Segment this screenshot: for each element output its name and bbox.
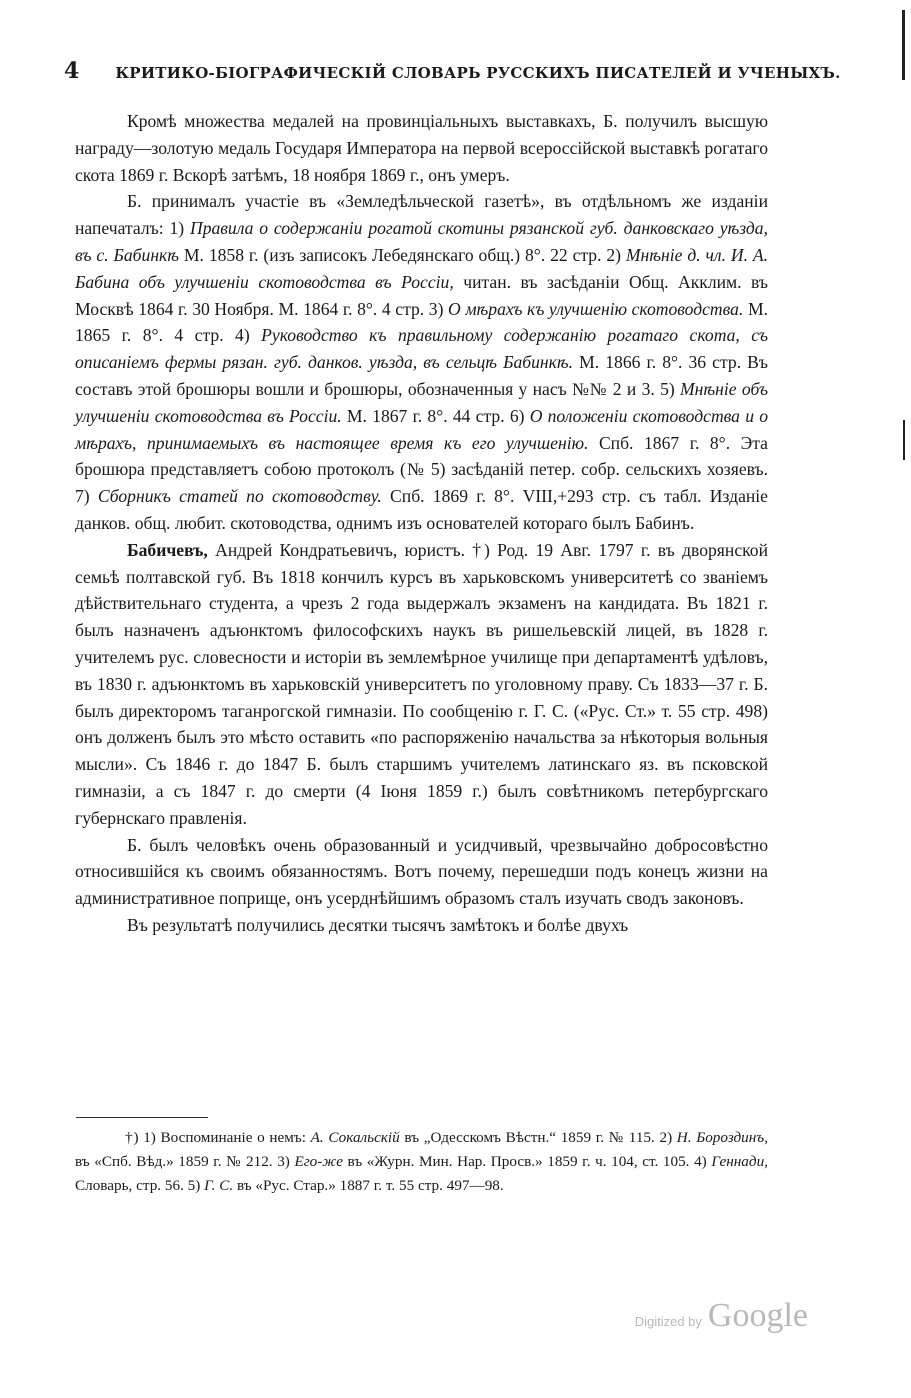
fn-text-4: въ «Журн. Мин. Нар. Просв.» 1859 г. ч. 104, ст. 105. 4) [342, 1153, 712, 1170]
fn-author-4: Геннади, [711, 1153, 768, 1170]
fn-text-3: въ «Спб. Вѣд.» 1859 г. № 212. 3) [75, 1153, 295, 1170]
fn-text-2: въ „Одесскомъ Вѣстн.“ 1859 г. № 115. 2) [399, 1129, 677, 1146]
pub-title-2: Мнѣніе д. чл. И. А. Бабина объ улучшеніи скотоводства въ Россіи, [75, 244, 768, 292]
fn-author-1: А. Сокальскій [310, 1129, 400, 1146]
fn-text-6: въ «Рус. Стар.» 1887 г. т. 55 стр. 497—98. [233, 1177, 504, 1194]
paragraph-character: Б. былъ человѣкъ очень образованный и усидчивый, чрезвычайно добросовѣстно относившійся къ своимъ обязанностямъ. Вотъ почему, перешедши подъ конецъ жизни на административное поприще, онъ усерднѣйшимъ образомъ сталъ изучать сводъ законовъ. [75, 834, 768, 909]
paragraph-results: Въ результатѣ получились десятки тысячъ замѣтокъ и болѣе двухъ [127, 914, 629, 935]
pub-title-4: Руководство къ правильному содержанію рогатаго скота, съ описаніемъ фермы рязан. губ. данков. уѣзда, въ сельцѣ Бабинкѣ. [75, 325, 768, 373]
footnote-rule [76, 1117, 208, 1118]
page-number: 4 [64, 58, 80, 84]
body-text [75, 108, 768, 939]
fn-text-1: †) 1) Воспоминаніе о немъ: [125, 1129, 311, 1146]
footnote-dagger [75, 1126, 768, 1198]
pub-text-4: М. 1865 г. 8°. 4 стр. 4) [75, 298, 768, 346]
fn-author-3: Его-же [294, 1153, 343, 1170]
fn-author-2: Н. Бороздинъ, [676, 1129, 768, 1146]
scan-edge-mark [902, 10, 905, 80]
pub-text-7: Спб. 1867 г. 8°. Эта брошюра представляетъ собою протоколъ (№ 5) засѣданій петер. собр. сельскихъ хозяевъ. 7) [75, 432, 768, 507]
pub-text-8: Спб. 1869 г. 8°. VIII,+293 стр. съ табл. Изданіе данков. общ. любит. скотоводства, однимъ изъ основателей котораго былъ Бабинъ. [75, 486, 768, 533]
fn-text-5: Словарь, стр. 56. 5) [75, 1177, 205, 1194]
pub-text-2: М. 1858 г. (изъ записокъ Лебедянскаго общ.) 8°. 22 стр. 2) [179, 244, 626, 265]
pub-title-6: О положеніи скотоводства и о мѣрахъ, принимаемыхъ въ настоящее время къ его улучшенію. [75, 405, 769, 453]
footnotes [75, 1126, 768, 1198]
entry-headword: Бабичевъ, [127, 539, 208, 560]
running-title: КРИТИКО-БІОГРАФИЧЕСКІЙ СЛОВАРЬ РУССКИХЪ ПИСАТЕЛЕЙ И УЧЕНЫХЪ. [115, 64, 841, 82]
pub-text-5: М. 1866 г. 8°. 36 стр. Въ составъ этой брошюры вошли и брошюры, обозначенныя у насъ №№ 2 и 3. 5) [75, 352, 768, 399]
fn-author-5: Г. С. [204, 1177, 234, 1194]
watermark-digitized-by: Digitized by [634, 1314, 702, 1329]
paragraph-babichev-bio [75, 537, 768, 832]
pub-text-1: Б. принималъ участіе въ «Земледѣльческой газетѣ», въ отдѣльномъ же изданіи напечаталъ: 1) [75, 191, 768, 239]
scan-edge-mark-lower [903, 420, 905, 460]
page-header [64, 58, 841, 84]
paragraph-medals: Кромѣ множества медалей на провинціальныхъ выставкахъ, Б. получилъ высшую награду—золотую медаль Государя Императора на первой всероссійской выставкѣ рогатаго скота 1869 г. Вскорѣ затѣмъ, 18 ноября 1869 г., онъ умеръ. [75, 111, 768, 185]
watermark-google-logo: Google [707, 1297, 808, 1334]
pub-text-6: М. 1867 г. 8°. 44 стр. 6) [341, 405, 530, 426]
pub-title-7: Сборникъ статей по скотоводству. [97, 486, 382, 507]
paragraph-publications [75, 188, 768, 536]
pub-title-3: О мѣрахъ къ улучшенію скотоводства. [448, 298, 744, 319]
entry-bio-text: Андрей Кондратьевичъ, юристъ. †) Род. 19 Авг. 1797 г. въ дворянской семьѣ полтавской губ. Въ 1818 кончилъ курсъ въ харьковскомъ университетѣ со званіемъ дѣйствительнаго студента, а чрезъ 2 года выдержалъ экзаменъ на кандидата. Въ 1821 г. былъ назначенъ адъюнктомъ философскихъ наукъ въ ришельевскій лицей, въ 1828 г. учителемъ рус. словесности и исторіи въ землемѣрное училище при департаментѣ удѣловъ, въ 1830 г. адъюнктомъ въ харьковскій университетъ по уголовному праву. Съ 1833—37 г. Б. былъ директоромъ таганрогской гимназіи. По сообщенію г. Г. С. («Рус. Ст.» т. 55 стр. 498) онъ долженъ былъ это мѣсто оставить «по распоряженію начальства за нѣкоторыя вольныя мысли». Съ 1846 г. до 1847 Б. былъ старшимъ учителемъ латинскаго яз. въ псковской гимназіи, а съ 1847 г. до смерти (4 Іюня 1859 г.) былъ совѣтникомъ петербургскаго губернскаго правленія. [75, 539, 768, 828]
digitized-watermark [635, 1297, 808, 1335]
pub-title-5: Мнѣніе объ улучшеніи скотоводства въ Россіи. [75, 378, 768, 426]
pub-title-1: Правила о содержаніи рогатой скотины рязанской губ. данковскаго уѣзда, въ с. Бабинкѣ [75, 218, 768, 265]
pub-text-3: читан. въ засѣданіи Общ. Акклим. въ Москвѣ 1864 г. 30 Ноября. М. 1864 г. 8°. 4 стр. 3) [75, 271, 768, 319]
